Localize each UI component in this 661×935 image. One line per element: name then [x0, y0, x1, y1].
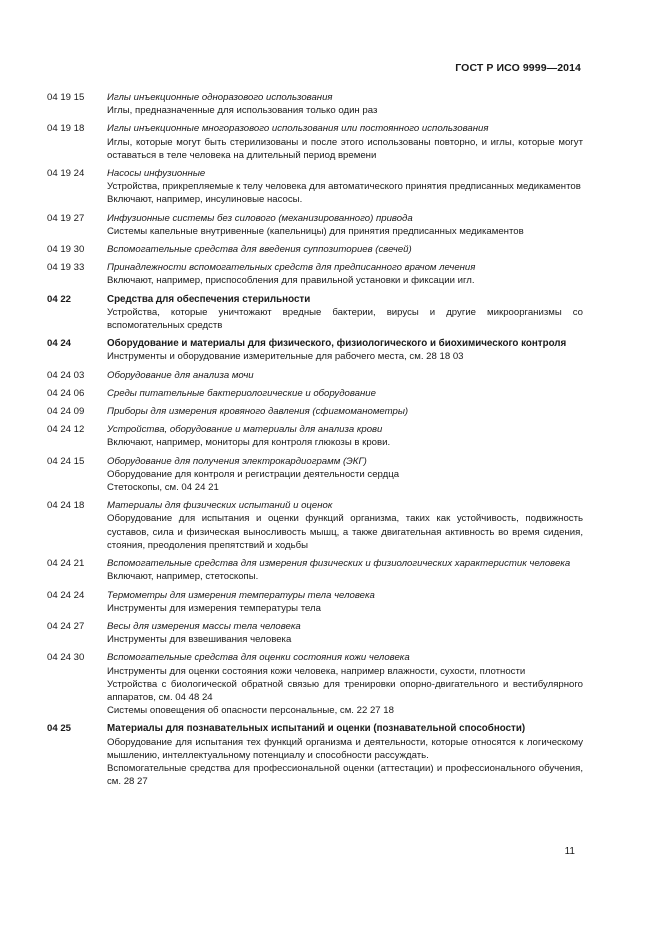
document-header: ГОСТ Р ИСО 9999—2014	[455, 62, 581, 74]
entry-description: Инструменты и оборудование измерительные для рабочего места, см. 28 18 03	[107, 351, 464, 363]
entry-description: Иглы, которые могут быть стерилизованы и после этого использованы повторно, и иглы, которые могут оставаться в теле человека на длительный период времени	[107, 136, 583, 161]
page-number: 11	[564, 846, 575, 857]
entry-body	[107, 243, 583, 256]
entry-title: Насосы инфузионные	[107, 168, 206, 180]
entry-code: 04 24 18	[47, 500, 85, 512]
entry-title: Оборудование для получения электрокардиограмм (ЭКГ)	[107, 455, 367, 467]
classification-entry	[47, 722, 583, 788]
entry-title: Средства для обеспечения стерильности	[107, 293, 311, 305]
entry-title: Материалы для физических испытаний и оценок	[107, 500, 333, 512]
entry-title: Среды питательные бактериологические и оборудование	[107, 387, 376, 399]
entry-body	[107, 620, 583, 646]
classification-entry	[47, 261, 583, 287]
entry-title: Приборы для измерения кровяного давления (сфигмоманометры)	[107, 406, 409, 418]
entry-description: Системы капельные внутривенные (капельницы) для принятия предписанных медикаментов	[107, 225, 524, 237]
entry-body	[107, 651, 583, 717]
classification-list	[47, 91, 583, 793]
entry-description: Оборудование для испытания тех функций организма и деятельности, которые относятся к логическому мышлению, интеллектуальному потенциалу и способности рассуждать.	[107, 736, 583, 761]
entry-code: 04 19 27	[47, 212, 85, 224]
classification-entry	[47, 122, 583, 162]
entry-body	[107, 337, 583, 363]
entry-body	[107, 722, 583, 788]
entry-title: Весы для измерения массы тела человека	[107, 620, 301, 632]
entry-title: Оборудование для анализа мочи	[107, 369, 254, 381]
entry-body	[107, 387, 583, 400]
entry-code: 04 24 06	[47, 387, 85, 399]
entry-code: 04 24 27	[47, 620, 85, 632]
entry-description: Инструменты для оценки состояния кожи человека, например влажности, сухости, плотности	[107, 665, 526, 677]
classification-entry	[47, 620, 583, 646]
entry-code: 04 24 24	[47, 589, 85, 601]
entry-title: Термометры для измерения температуры тела человека	[107, 589, 375, 601]
entry-body	[107, 423, 583, 449]
entry-title: Материалы для познавательных испытаний и оценки (познавательной способности)	[107, 723, 526, 735]
entry-code: 04 24 21	[47, 558, 85, 570]
entry-body	[107, 557, 583, 583]
entry-code: 04 24 15	[47, 455, 85, 467]
entry-title: Вспомогательные средства для оценки состояния кожи человека	[107, 652, 410, 664]
entry-title: Устройства, оборудование и материалы для анализа крови	[107, 424, 383, 436]
classification-entry	[47, 91, 583, 117]
entry-code: 04 19 18	[47, 123, 85, 135]
entry-body	[107, 369, 583, 382]
entry-description: Инструменты для измерения температуры тела	[107, 602, 321, 614]
entry-body	[107, 91, 583, 117]
entry-code: 04 19 33	[47, 262, 85, 274]
entry-title: Инфузионные системы без силового (механизированного) привода	[107, 212, 413, 224]
entry-code: 04 24 03	[47, 369, 85, 381]
entry-body	[107, 405, 583, 418]
entry-code: 04 24 09	[47, 406, 85, 418]
entry-title: Принадлежности вспомогательных средств для предписанного врачом лечения	[107, 262, 476, 274]
entry-code: 04 19 24	[47, 168, 85, 180]
classification-entry	[47, 557, 583, 583]
entry-description: Включают, например, мониторы для контроля глюкозы в крови.	[107, 437, 391, 449]
entry-description: Иглы, предназначенные для использования только один раз	[107, 105, 378, 117]
classification-entry	[47, 212, 583, 238]
entry-code: 04 24 30	[47, 652, 85, 664]
entry-description: Включают, например, инсулиновые насосы.	[107, 194, 303, 206]
entry-body	[107, 122, 583, 162]
classification-entry	[47, 455, 583, 495]
entry-description: Вспомогательные средства для профессиональной оценки (аттестации) и профессионального обучения, см. 28 27	[107, 762, 583, 788]
entry-title: Оборудование и материалы для физического, физиологического и биохимического контроля	[107, 338, 567, 350]
entry-code: 04 24 12	[47, 424, 85, 436]
entry-code: 04 25	[47, 723, 72, 735]
classification-entry	[47, 651, 583, 717]
classification-entry	[47, 369, 583, 382]
classification-entry	[47, 387, 583, 400]
entry-title: Вспомогательные средства для измерения физических и физиологических характеристик человека	[107, 558, 571, 570]
classification-entry	[47, 337, 583, 363]
entry-code: 04 19 15	[47, 92, 85, 103]
entry-description: Включают, например, приспособления для правильной установки и фиксации игл.	[107, 275, 475, 287]
entry-description: Включают, например, стетоскопы.	[107, 571, 259, 583]
classification-entry	[47, 405, 583, 418]
entry-description: Инструменты для взвешивания человека	[107, 634, 292, 646]
entry-body	[107, 167, 583, 207]
entry-description: Системы оповещения об опасности персональные, см. 22 27 18	[107, 705, 394, 717]
entry-code: 04 19 30	[47, 244, 85, 256]
entry-description: Устройства, прикрепляемые к телу человека для автоматического принятия предписанных медикаментов	[107, 181, 581, 193]
entry-body	[107, 261, 583, 287]
classification-entry	[47, 293, 583, 333]
entry-code: 04 22	[47, 293, 72, 305]
entry-description: Устройства с биологической обратной связью для тренировки опорно-двигательного и вестибулярного аппаратов, см. 04 48 24	[107, 678, 583, 703]
classification-entry	[47, 243, 583, 256]
entry-body	[107, 293, 583, 333]
classification-entry	[47, 423, 583, 449]
classification-entry	[47, 499, 583, 552]
entry-title: Вспомогательные средства для введения суппозиториев (свечей)	[107, 244, 412, 256]
classification-entry	[47, 589, 583, 615]
entry-title: Иглы инъекционные многоразового использования или постоянного использования	[107, 123, 489, 135]
entry-body	[107, 589, 583, 615]
entry-description: Стетоскопы, см. 04 24 21	[107, 482, 219, 494]
entry-body	[107, 455, 583, 495]
entry-description: Оборудование для испытания и оценки функций организма, таких как устойчивость, подвижность суставов, сила и физическая выносливость мышц, а также двигательная активность во время сидения, стояния, преодоления препятствий и ходьбы	[107, 513, 583, 551]
entry-body	[107, 499, 583, 552]
entry-code: 04 24	[47, 338, 72, 350]
entry-body	[107, 212, 583, 238]
entry-description: Оборудование для контроля и регистрации деятельности сердца	[107, 468, 400, 480]
entry-title: Иглы инъекционные одноразового использования	[107, 92, 333, 103]
classification-entry	[47, 167, 583, 207]
entry-description: Устройства, которые уничтожают вредные бактерии, вирусы и другие микроорганизмы со вспомогательных средств	[107, 306, 583, 332]
